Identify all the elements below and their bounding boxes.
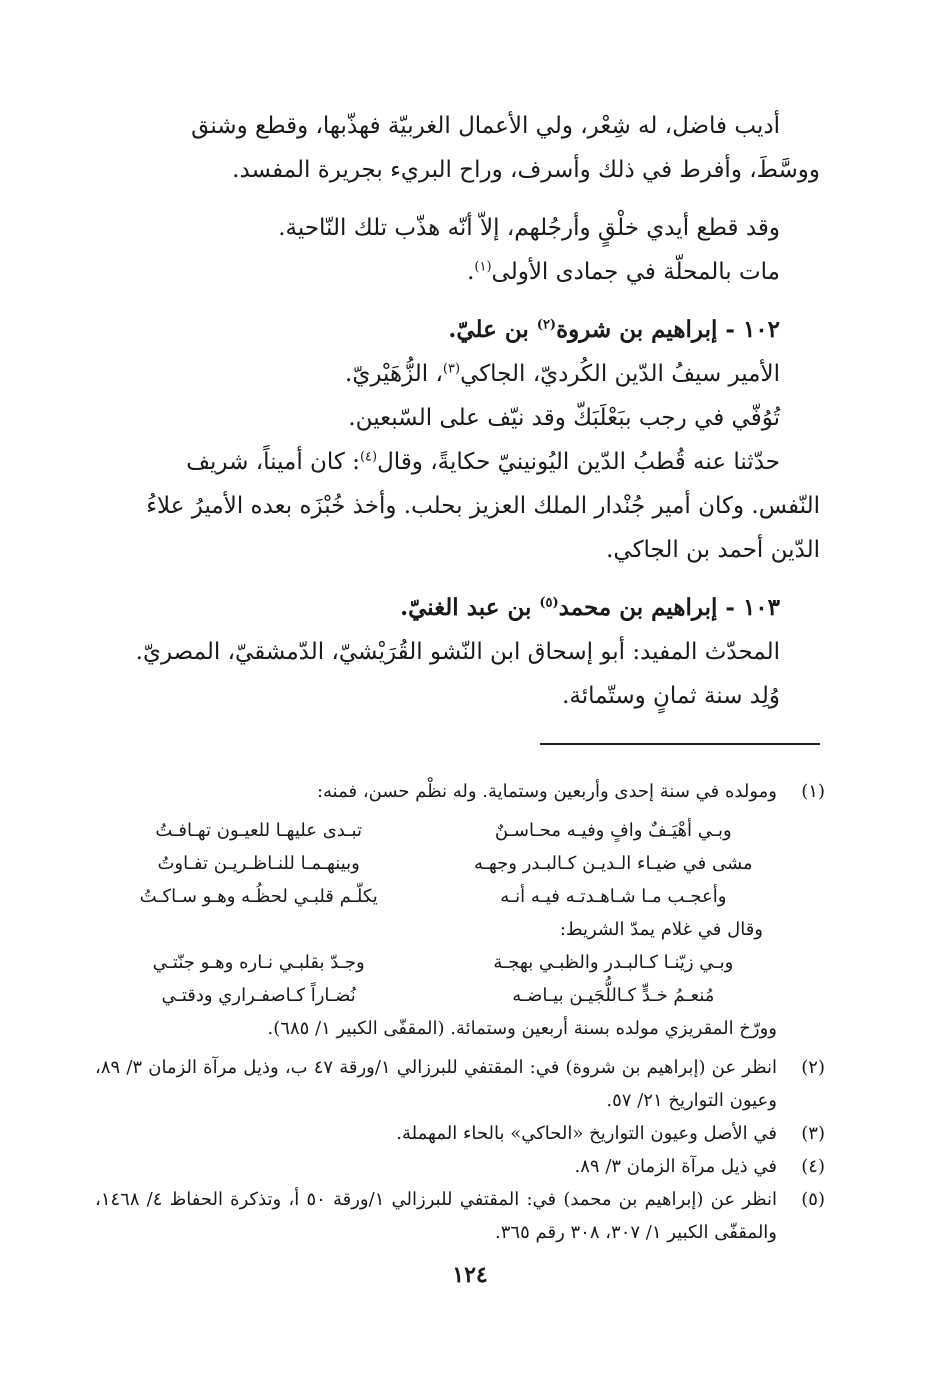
paragraph-line: المحدّث المفيد: أبو إسحاق ابن النّشو القُرَيْشيّ، الدّمشقيّ، المصريّ. [135, 639, 780, 665]
paragraph-line: حدّثنا عنه قُطبُ الدّين اليُونينيّ حكايةً، وقال$^{(٤)}$: كان أميناً، شريف [186, 449, 780, 475]
paragraph-line: الأمير سيفُ الدّين الكُرديّ، الجاكي$^{(٣)}$، الزُّهَيْريّ. [345, 361, 780, 387]
paragraph-line: النّفس. وكان أمير جُنْدار الملك العزيز بحلب. وأخذ خُبْزَه بعده الأميرُ علاءُ [146, 493, 820, 519]
footnote-ref: (٣) [442, 361, 461, 377]
verse-line: وأعجـب مـا شـاهـدتـه فيـه أنـه يكلّـم قلبـي لحظُـه وهـو سـاكـتُ [139, 886, 727, 907]
footnote-number: (٢) [801, 1057, 825, 1078]
footnote-1: (١) ومولده في سنة إحدى وأربعين وستماية. وله نظْم حسن، فمنه: [95, 775, 825, 808]
footnote-number: (٥) [801, 1189, 825, 1210]
verse-line: مشى في ضيـاء الـديـن كـالبـدر وجهـه وبينهـمـا للنـاظـريـن تفـاوتُ [157, 853, 753, 874]
entry-heading-103: ١٠٣ - إبراهيم بن محمد$^{(٥)}$ بن عبد الغنيّ. [400, 594, 780, 621]
footnote-ref: (٤) [359, 449, 378, 465]
page-number: ١٢٤ [452, 1262, 488, 1288]
footnote-ref: (٢) [536, 317, 557, 333]
footnote-3: (٣) في الأصل وعيون التواريخ «الحاكي» بالحاء المهملة. [95, 1117, 825, 1150]
verse-line: مُنعـمُ خـدٍّ كـاللُّجَيـن بيـاضـه نُضـاراً كـاصفـراري ودقتـي [161, 985, 715, 1006]
footnote-2: (٢) انظر عن (إبراهيم بن شروة) في: المقتفي للبرزالي ١/ورقة ٤٧ ب، وذيل مرآة الزمان ٣/ ٨٩، وعيون التواريخ ٢١/ ٥٧. [95, 1051, 825, 1117]
poem-verses: وبـي أهْيَـفٌ وافٍ وفيـه محـاسـنٌ تبـدى عليهـا للعيـون تهـافـتُ مشى في ضيـاء الـديـن كـالبـدر وجهـه وبينهـمـا للنـاظـريـن تفـاوتُ وأعجـب مـا شـاهـدتـه فيـه أنـه يكلّـم قلبـي لحظُـه وهـو سـاكـتُ وقال في غلام يمدّ الشريط: وبـي زيّنـا كـالبـدر والظبـي بهجـة وجـدّ بقلبـي نـاره وهـو جنّتـي مُنعـمُ خـدٍّ كـاللُّجَيـن بيـاضـه نُضـاراً كـاصفـراري ودقتـي وورّخ المقريزي مولده بسنة أربعين وستمائة. (المقفّى الكبير ١/ ٦٨٥). [95, 814, 825, 1045]
footnote-ref: (١) [474, 259, 492, 275]
paragraph-line: أديب فاضل، له شِعْر، ولي الأعمال الغربيّة فهذّبها، وقطع وشنق [191, 113, 780, 139]
paragraph-line: مات بالمحلّة في جمادى الأولى$^{(١)}$. [467, 259, 780, 285]
footnote-number: (٤) [801, 1156, 825, 1177]
footnote-number: (٣) [801, 1123, 825, 1144]
paragraph-line: ووسَّطَ، وأفرط في ذلك وأسرف، وراح البريء بجريرة المفسد. [232, 157, 820, 183]
footnote-4: (٤) في ذيل مرآة الزمان ٣/ ٨٩. [95, 1150, 825, 1183]
footnote-5: (٥) انظر عن (إبراهيم بن محمد) في: المقتفي للبرزالي ١/ورقة ٥٠ أ، وتذكرة الحفاظ ٤/ ١٤٦٨، والمقفّى الكبير ١/ ٣٠٧، ٣٠٨ رقم ٣٦٥. [95, 1183, 825, 1249]
verse-line: وبـي زيّنـا كـالبـدر والظبـي بهجـة وجـدّ بقلبـي نـاره وهـو جنّتـي [152, 952, 734, 973]
footnotes [95, 775, 825, 1249]
footnote-number: (١) [801, 781, 825, 802]
paragraph-line: وُلِد سنة ثمانٍ وستّمائة. [562, 683, 780, 709]
paragraph-line: تُوُفّي في رجب ببَعْلَبَكّ وقد نيّف على السّبعين. [348, 405, 780, 431]
entry-heading-102: ١٠٢ - إبراهيم بن شروة$^{(٢)}$ بن عليّ. [448, 316, 780, 343]
footnote-divider [540, 743, 820, 745]
paragraph-line: وقد قطع أيدي خلْقٍ وأرجُلهم، إلاّ أنّه هذّب تلك النّاحية. [278, 215, 780, 241]
main-text [80, 104, 820, 718]
verse-line: وبـي أهْيَـفٌ وافٍ وفيـه محـاسـنٌ تبـدى عليهـا للعيـون تهـافـتُ [155, 820, 732, 841]
footnote-ref: (٥) [539, 595, 559, 611]
paragraph-line: الدّين أحمد بن الجاكي. [606, 537, 820, 563]
